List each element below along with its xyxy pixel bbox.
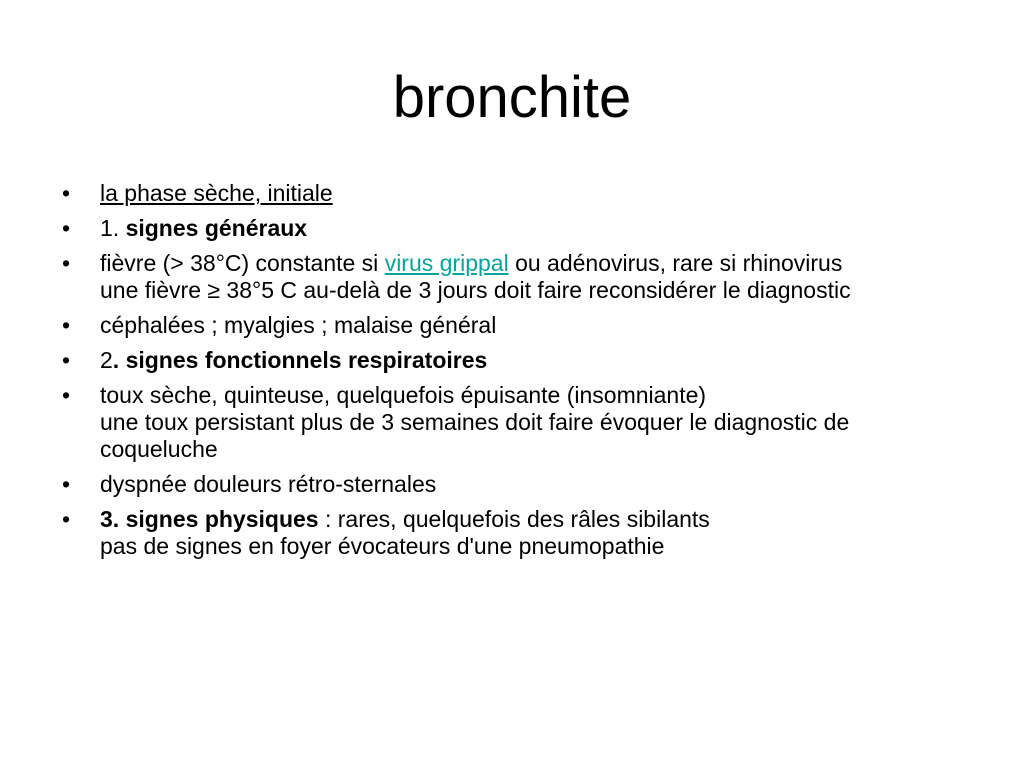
bullet-marker: • [62,250,71,276]
bullet-item [60,215,940,242]
item-line: une fièvre ≥ 38°5 C au-delà de 3 jours doit faire reconsidérer le diagnostic [100,277,851,303]
bullet-marker: • [62,471,71,497]
item-text: dyspnée douleurs rétro-sternales [100,471,437,497]
item-text: : rares, quelquefois des râles sibilants [318,506,710,532]
slide-title: bronchite [392,65,632,130]
section-heading: la phase sèche, initiale [100,180,333,206]
item-heading: signes généraux [125,215,308,241]
item-line: une toux persistant plus de 3 semaines doit faire évoquer le diagnostic de coqueluche [100,409,850,462]
item-text: céphalées ; myalgies ; malaise général [100,312,497,338]
item-prefix: 2 [100,347,113,373]
item-heading: . signes fonctionnels respiratoires [112,347,488,373]
bullet-marker: • [62,347,71,373]
item-line [100,506,940,533]
bullet-list [60,180,940,568]
virus-grippal-link[interactable]: virus grippal [384,250,509,276]
item-text: ou adénovirus, rare si rhinovirus [508,250,843,276]
item-heading: 3. signes physiques [100,506,319,532]
bullet-item [60,347,940,374]
bullet-marker: • [62,506,71,532]
item-line [100,250,940,277]
item-line: pas de signes en foyer évocateurs d'une pneumopathie [100,533,665,559]
bullet-item [60,506,940,560]
bullet-marker: • [62,215,71,241]
bullet-marker: • [62,180,71,206]
bullet-item [60,312,940,339]
bullet-item [60,250,940,304]
bullet-item [60,471,940,498]
item-prefix: 1. [100,215,126,241]
bullet-item [60,382,940,463]
bullet-marker: • [62,312,71,338]
bullet-marker: • [62,382,71,408]
bullet-item [60,180,940,207]
item-text: fièvre (> 38°C) constante si [100,250,385,276]
item-line: toux sèche, quinteuse, quelquefois épuisante (insomniante) [100,382,707,408]
